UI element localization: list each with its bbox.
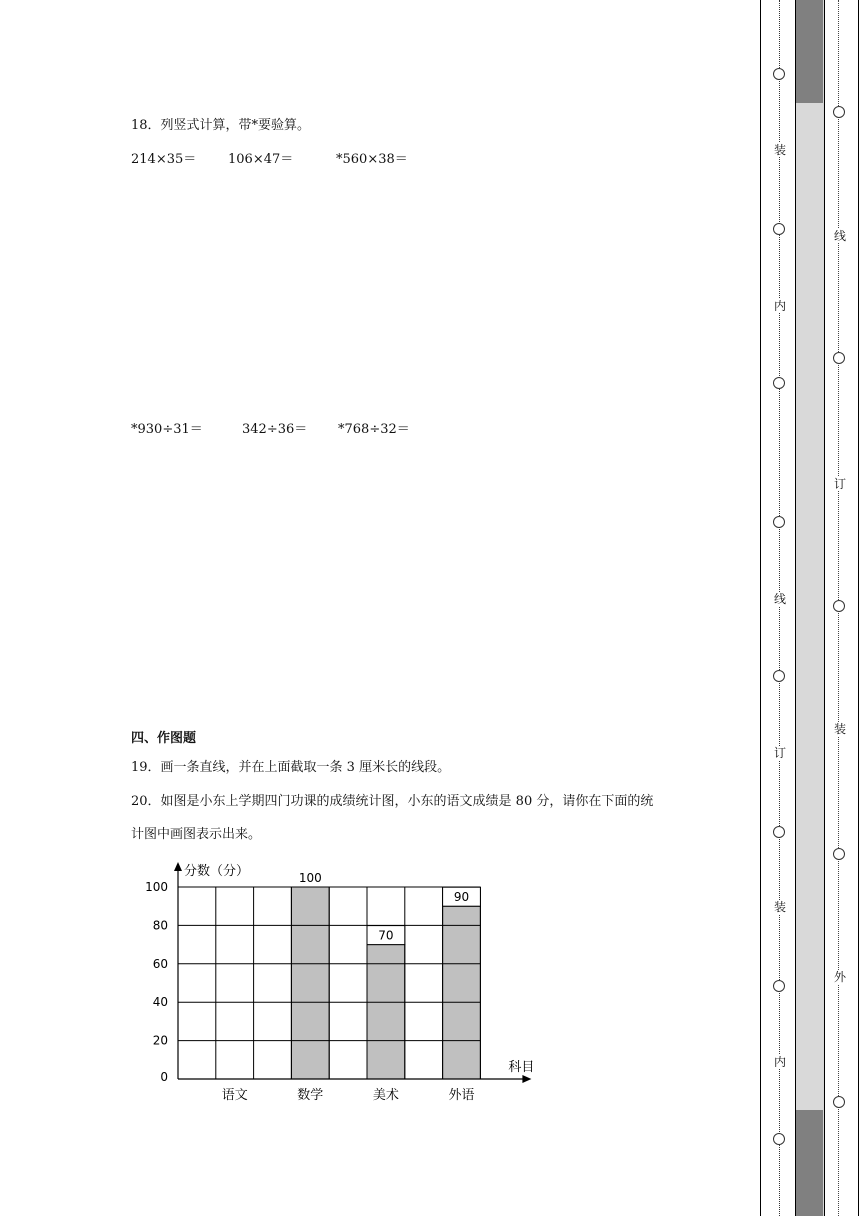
- binding-shade-top: [796, 0, 823, 103]
- tick-label: 60: [152, 956, 168, 971]
- binding-char: 线: [773, 592, 786, 606]
- tick-label: 100: [145, 880, 168, 894]
- binding-hole-icon: [833, 600, 845, 612]
- y-axis-arrow-icon: [174, 862, 182, 871]
- binding-char: 内: [773, 1055, 786, 1069]
- binding-char: 订: [773, 746, 786, 760]
- bar: [367, 945, 405, 1079]
- binding-char: 装: [773, 900, 786, 914]
- binding-hole-icon: [773, 826, 785, 838]
- bar: [291, 887, 329, 1079]
- tick-label: 语文: [221, 1088, 248, 1103]
- calc-item: 214×35＝: [131, 152, 197, 167]
- binding-char: 装: [833, 722, 846, 736]
- dotted-cut-line: [779, 0, 780, 1216]
- binding-char: 外: [833, 970, 846, 984]
- binding-panel-body: [796, 103, 823, 1110]
- calc-item: *930÷31＝: [131, 422, 203, 437]
- binding-hole-icon: [773, 377, 785, 389]
- binding-hole-icon: [773, 223, 785, 235]
- binding-hole-icon: [773, 670, 785, 682]
- question-20-line1: 20．如图是小东上学期四门功课的成绩统计图，小东的语文成绩是 80 分，请你在下面的统: [131, 794, 654, 809]
- binding-hole-icon: [833, 106, 845, 118]
- tick-label: 20: [152, 1033, 168, 1048]
- axis-label: 科目: [508, 1060, 535, 1075]
- binding-char: 装: [773, 143, 786, 157]
- binding-shade-bottom: [796, 1110, 823, 1216]
- calc-item: 106×47＝: [228, 152, 294, 167]
- question-20-line2: 计图中画图表示出来。: [131, 827, 262, 842]
- tick-label: 80: [152, 918, 168, 933]
- binding-hole-icon: [833, 352, 845, 364]
- data-label: 100: [298, 871, 322, 885]
- binding-hole-icon: [773, 980, 785, 992]
- calc-item: *560×38＝: [336, 152, 408, 167]
- axis-label: 分数（分）: [184, 864, 250, 879]
- binding-hole-icon: [773, 516, 785, 528]
- question-18-title: 18．列竖式计算，带*要验算。: [131, 118, 311, 133]
- section-title: 四、作图题: [131, 731, 197, 746]
- data-label: 90: [453, 890, 470, 905]
- tick-label: 数学: [297, 1088, 324, 1103]
- binding-hole-icon: [773, 1133, 785, 1145]
- binding-hole-icon: [833, 848, 845, 860]
- binding-border: [858, 0, 859, 1216]
- binding-char: 订: [833, 477, 846, 491]
- tick-label: 0: [160, 1070, 168, 1084]
- binding-char: 线: [833, 229, 846, 243]
- tick-label: 40: [152, 995, 168, 1010]
- calc-item: 342÷36＝: [242, 422, 308, 437]
- data-label: 70: [378, 928, 394, 943]
- x-axis-arrow-icon: [522, 1075, 531, 1083]
- binding-hole-icon: [773, 68, 785, 80]
- bar: [443, 906, 481, 1079]
- tick-label: 美术: [372, 1088, 399, 1103]
- tick-label: 外语: [448, 1088, 475, 1103]
- score-bar-chart: [140, 855, 535, 1110]
- question-19: 19．画一条直线，并在上面截取一条 3 厘米长的线段。: [131, 760, 451, 775]
- binding-border: [760, 0, 761, 1216]
- binding-hole-icon: [833, 1096, 845, 1108]
- binding-char: 内: [773, 299, 786, 313]
- calc-item: *768÷32＝: [338, 422, 410, 437]
